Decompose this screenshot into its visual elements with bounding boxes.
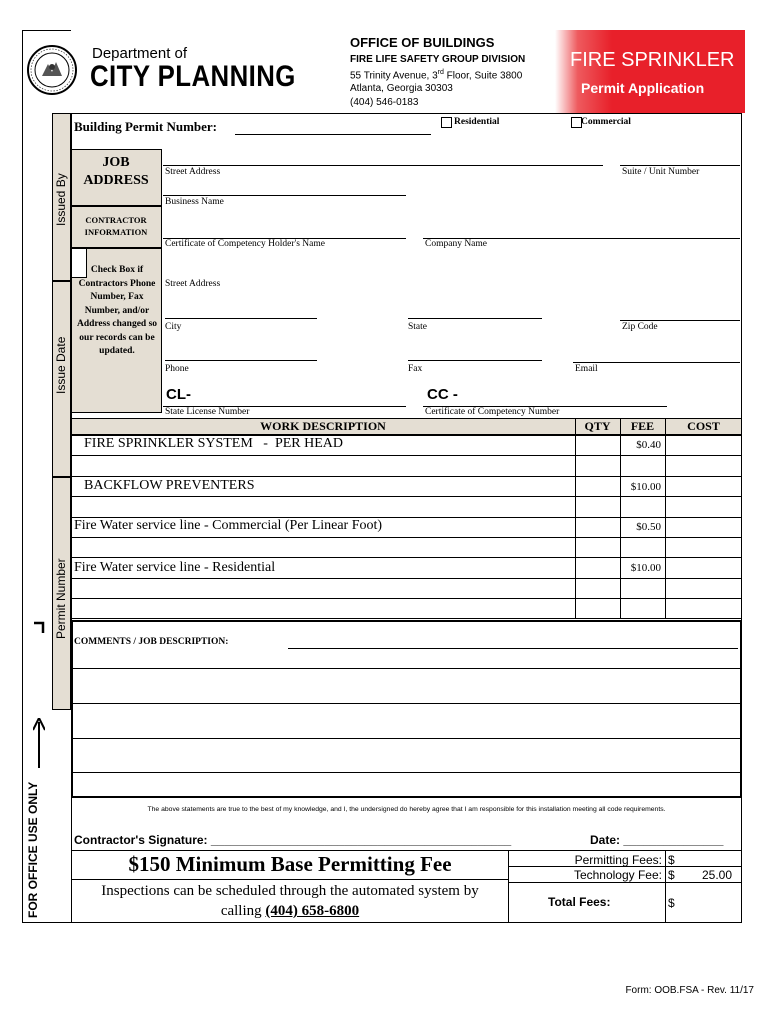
zip-line — [620, 320, 740, 321]
permitting-fees-currency: $ — [668, 853, 675, 867]
comments-label: COMMENTS / JOB DESCRIPTION: — [74, 637, 229, 647]
office-address-1: 55 Trinity Avenue, 3rd Floor, Suite 3800 — [350, 69, 523, 82]
fee-header: FEE — [630, 419, 655, 433]
cost-header: COST — [687, 419, 720, 433]
office-address-2: Atlanta, Georgia 30303 — [350, 83, 453, 94]
work-row-2-description: BACKFLOW PREVENTERS — [84, 478, 255, 493]
work-row-4-fee: $10.00 — [630, 562, 661, 574]
qty-input[interactable] — [576, 436, 620, 618]
street-address-label: Street Address — [165, 167, 221, 177]
cert-holder-label: Certificate of Competency Holder's Name — [165, 239, 325, 249]
signature-line[interactable]: Contractor's Signature: _____________________________________________ — [74, 833, 512, 847]
permitting-fees-input[interactable] — [677, 851, 740, 865]
building-permit-label: Building Permit Number: — [74, 119, 217, 134]
row-line — [71, 598, 742, 599]
issued-by-label: Issued By — [54, 173, 68, 226]
cert-number-label: Certificate of Competency Number — [425, 407, 560, 417]
business-name-label: Business Name — [165, 197, 224, 207]
work-row-1-description: FIRE SPRINKLER SYSTEM - PER HEAD — [84, 436, 344, 451]
permit-number-label: Permit Number — [54, 558, 68, 639]
arrow-up-icon — [33, 718, 45, 768]
technology-fee-value: 25.00 — [701, 868, 732, 882]
cl-prefix: CL- — [166, 386, 191, 403]
check-box-note: Check Box if Contractors Phone Number, Fax Number, and/or Address changed so our records can be updated. — [76, 265, 158, 356]
work-row-3-fee: $0.50 — [636, 521, 661, 533]
zip-label: Zip Code — [622, 322, 658, 332]
state-line — [408, 318, 542, 319]
corner-mark-icon — [32, 620, 46, 634]
state-label: State — [408, 322, 427, 332]
banner-subtitle: Permit Application — [581, 80, 705, 96]
residential-checkbox[interactable] — [441, 117, 452, 128]
issue-date-label: Issue Date — [54, 336, 68, 394]
street-address-line — [163, 165, 603, 166]
suite-label: Suite / Unit Number — [622, 167, 700, 177]
state-license-label: State License Number — [165, 407, 250, 417]
form-id: Form: OOB.FSA - Rev. 11/17 — [625, 985, 754, 996]
statement: The above statements are true to the best of my knowledge, and I, the undersigned do hereby agree that I am responsible for this installation meeting all code requirements. — [147, 806, 666, 813]
cost-input[interactable] — [666, 436, 741, 618]
minimum-fee: $150 Minimum Base Permitting Fee — [128, 852, 452, 876]
work-row-3-description: Fire Water service line - Commercial (Per Linear Foot) — [74, 518, 383, 533]
date-line[interactable]: Date: _______________ — [590, 833, 724, 847]
comments-input[interactable] — [73, 652, 740, 796]
company-name-label: Company Name — [425, 239, 488, 249]
fees-row-divider-2 — [508, 882, 742, 883]
work-row-4-description: Fire Water service line - Residential — [74, 560, 276, 575]
footer-divider — [71, 850, 742, 851]
contractor-street-label: Street Address — [165, 279, 221, 289]
row-line — [71, 618, 742, 619]
fax-line — [408, 360, 542, 361]
division: FIRE LIFE SAFETY GROUP DIVISION — [350, 54, 526, 65]
job-address-label: JOB ADDRESS — [83, 155, 149, 188]
residential-label: Residential — [454, 117, 500, 127]
business-name-line — [163, 195, 406, 196]
total-fees-label: Total Fees: — [548, 895, 611, 909]
office-title: OFFICE OF BUILDINGS — [350, 35, 495, 50]
office-phone: (404) 546-0183 — [350, 97, 419, 108]
work-row-1-fee: $0.40 — [636, 439, 661, 451]
row-line — [71, 496, 742, 497]
row-line — [71, 557, 742, 558]
row-line — [71, 578, 742, 579]
email-line — [573, 362, 740, 363]
technology-fee-label: Technology Fee: — [573, 868, 662, 882]
building-permit-line — [235, 134, 431, 135]
contractor-label: CONTRACTOR INFORMATION — [84, 215, 148, 237]
city-line — [165, 318, 317, 319]
fees-col-divider — [665, 850, 666, 923]
total-fees-input[interactable] — [677, 884, 740, 921]
inspections-phone-link[interactable]: (404) 658-6800 — [265, 903, 360, 919]
row-line — [71, 455, 742, 456]
cc-prefix: CC - — [427, 386, 458, 403]
inspections-line1: Inspections can be scheduled through the automated system by — [101, 883, 479, 899]
inspections-line2 — [72, 903, 508, 920]
qty-header: QTY — [584, 419, 611, 433]
fax-label: Fax — [408, 364, 423, 374]
row-line — [71, 537, 742, 538]
banner-title: FIRE SPRINKLER — [570, 49, 735, 71]
phone-line — [165, 360, 317, 361]
contractor-street-input[interactable] — [163, 292, 740, 306]
inspections-prefix: calling — [220, 903, 266, 919]
total-fees-currency: $ — [668, 896, 675, 910]
work-row-2-fee: $10.00 — [630, 481, 661, 493]
work-description-header: WORK DESCRIPTION — [260, 419, 386, 433]
email-label: Email — [575, 364, 598, 374]
phone-label: Phone — [165, 364, 189, 374]
comments-first-line — [288, 648, 738, 649]
dept-line1: Department of — [92, 45, 188, 62]
row-line — [71, 476, 742, 477]
commercial-label: Commercial — [581, 117, 631, 127]
technology-fee-currency: $ — [668, 868, 675, 882]
permitting-fees-label: Permitting Fees: — [574, 853, 662, 867]
suite-line — [620, 165, 740, 166]
min-fee-divider — [71, 879, 508, 880]
dept-line2: CITY PLANNING — [90, 60, 296, 93]
office-use-label: FOR OFFICE USE ONLY — [26, 781, 40, 918]
city-label: City — [165, 322, 182, 332]
